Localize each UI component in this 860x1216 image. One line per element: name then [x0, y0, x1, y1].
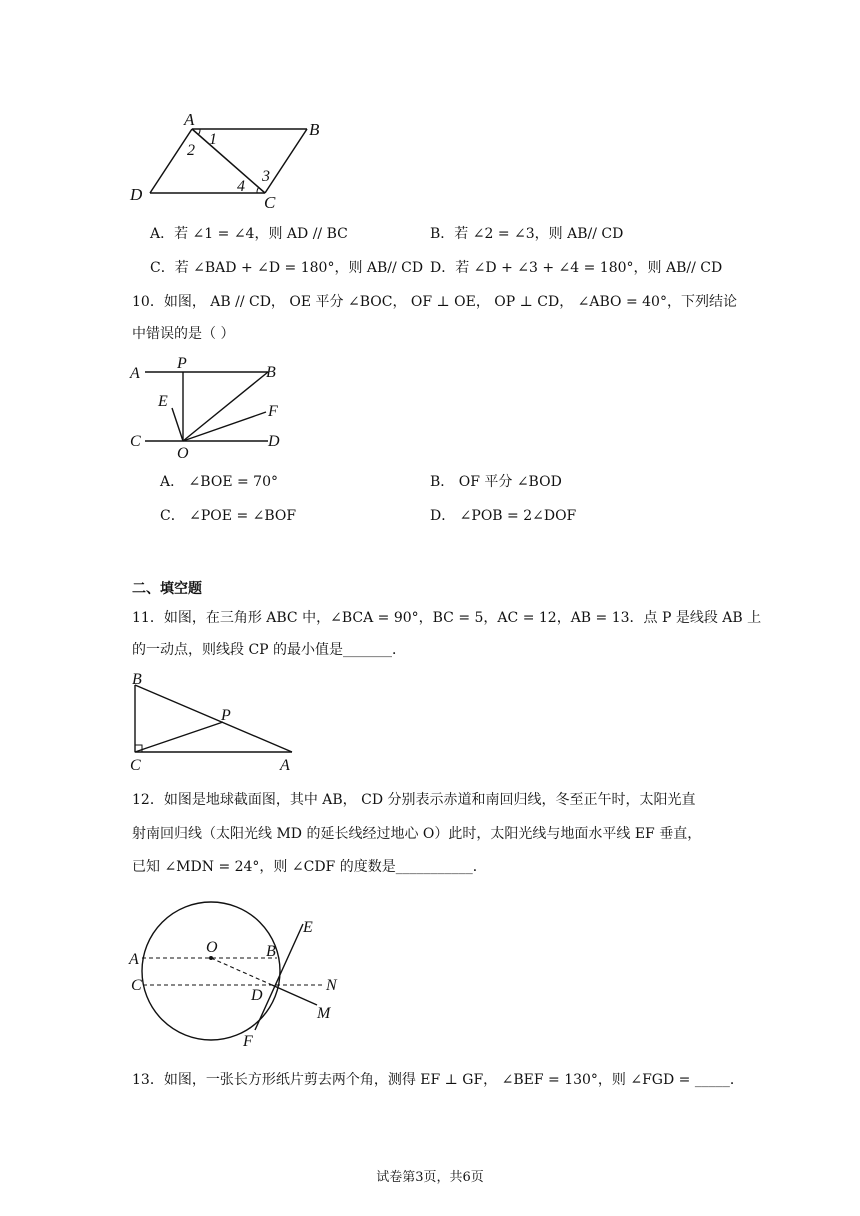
q9-label-4: 4	[237, 178, 245, 195]
q10-label-E: E	[158, 393, 168, 410]
q11-line2: 的一动点，则线段 CP 的最小值是_______．	[132, 642, 407, 658]
q11-figure	[120, 670, 310, 776]
q10-stem-line1: 10．如图， AB // CD， OE 平分 ∠BOC， OF ⊥ OE， OP ⊥ CD， ∠ABO = 40°，下列结论	[132, 294, 737, 310]
q10-label-B: B	[266, 364, 276, 381]
q9-option-b: B．若 ∠2 = ∠3，则 AB// CD	[430, 226, 624, 242]
q9-option-a: A．若 ∠1 = ∠4，则 AD // BC	[150, 226, 348, 242]
q12-label-A: A	[129, 951, 139, 968]
q9-label-B: B	[309, 120, 320, 139]
q11-label-B: B	[132, 671, 142, 688]
q10-option-b: B． OF 平分 ∠BOD	[430, 474, 562, 490]
q10-stem-line2: 中错误的是（ ）	[132, 326, 235, 342]
q12-line2: 射南回归线（太阳光线 MD 的延长线经过地心 O）此时，太阳光线与地面水平线 EF 垂直，	[132, 826, 702, 842]
q11-label-A: A	[280, 757, 290, 774]
q10-figure	[120, 352, 300, 462]
q12-label-O: O	[206, 939, 218, 956]
q9-option-c: C．若 ∠BAD + ∠D = 180°，则 AB// CD	[150, 260, 424, 276]
q10-label-P: P	[177, 355, 187, 372]
q9-option-d: D．若 ∠D + ∠3 + ∠4 = 180°，则 AB// CD	[430, 260, 723, 276]
q12-label-C: C	[131, 977, 142, 994]
q13-line1: 13．如图，一张长方形纸片剪去两个角，测得 EF ⊥ GF， ∠BEF = 130°，则 ∠FGD = _____．	[132, 1072, 744, 1088]
q10-option-d: D． ∠POB = 2∠DOF	[430, 508, 577, 524]
q11-label-P: P	[221, 707, 231, 724]
q12-line3: 已知 ∠MDN = 24°，则 ∠CDF 的度数是___________．	[132, 859, 487, 875]
q9-label-A: A	[184, 110, 195, 129]
q10-option-c: C． ∠POE = ∠BOF	[160, 508, 297, 524]
q12-label-B: B	[266, 943, 276, 960]
q12-line1: 12．如图是地球截面图，其中 AB， CD 分别表示赤道和南回归线，冬至正午时，太阳光直	[132, 792, 696, 808]
q12-label-M: M	[317, 1005, 331, 1022]
q10-label-A: A	[130, 365, 140, 382]
q12-label-N: N	[326, 977, 337, 994]
q9-label-3: 3	[262, 168, 270, 185]
q12-figure	[120, 890, 360, 1050]
page-footer: 试卷第3页，共6页	[376, 1170, 484, 1185]
q10-label-O: O	[177, 445, 189, 462]
q9-label-D: D	[130, 185, 143, 204]
q10-label-D: D	[268, 433, 280, 450]
q12-label-F: F	[243, 1033, 253, 1050]
q10-label-C: C	[130, 433, 141, 450]
q9-label-2: 2	[187, 142, 195, 159]
q9-figure	[120, 110, 350, 210]
q10-option-a: A． ∠BOE = 70°	[160, 474, 278, 490]
q12-label-E: E	[303, 919, 313, 936]
section-title: 二、填空题	[132, 580, 202, 596]
q12-label-D: D	[251, 987, 263, 1004]
q9-label-C: C	[264, 193, 276, 210]
q10-label-F: F	[268, 403, 278, 420]
q11-label-C: C	[130, 757, 141, 774]
q11-line1: 11．如图，在三角形 ABC 中，∠BCA = 90°，BC = 5，AC = 12，AB = 13．点 P 是线段 AB 上	[132, 610, 762, 626]
q9-label-1: 1	[209, 131, 217, 148]
